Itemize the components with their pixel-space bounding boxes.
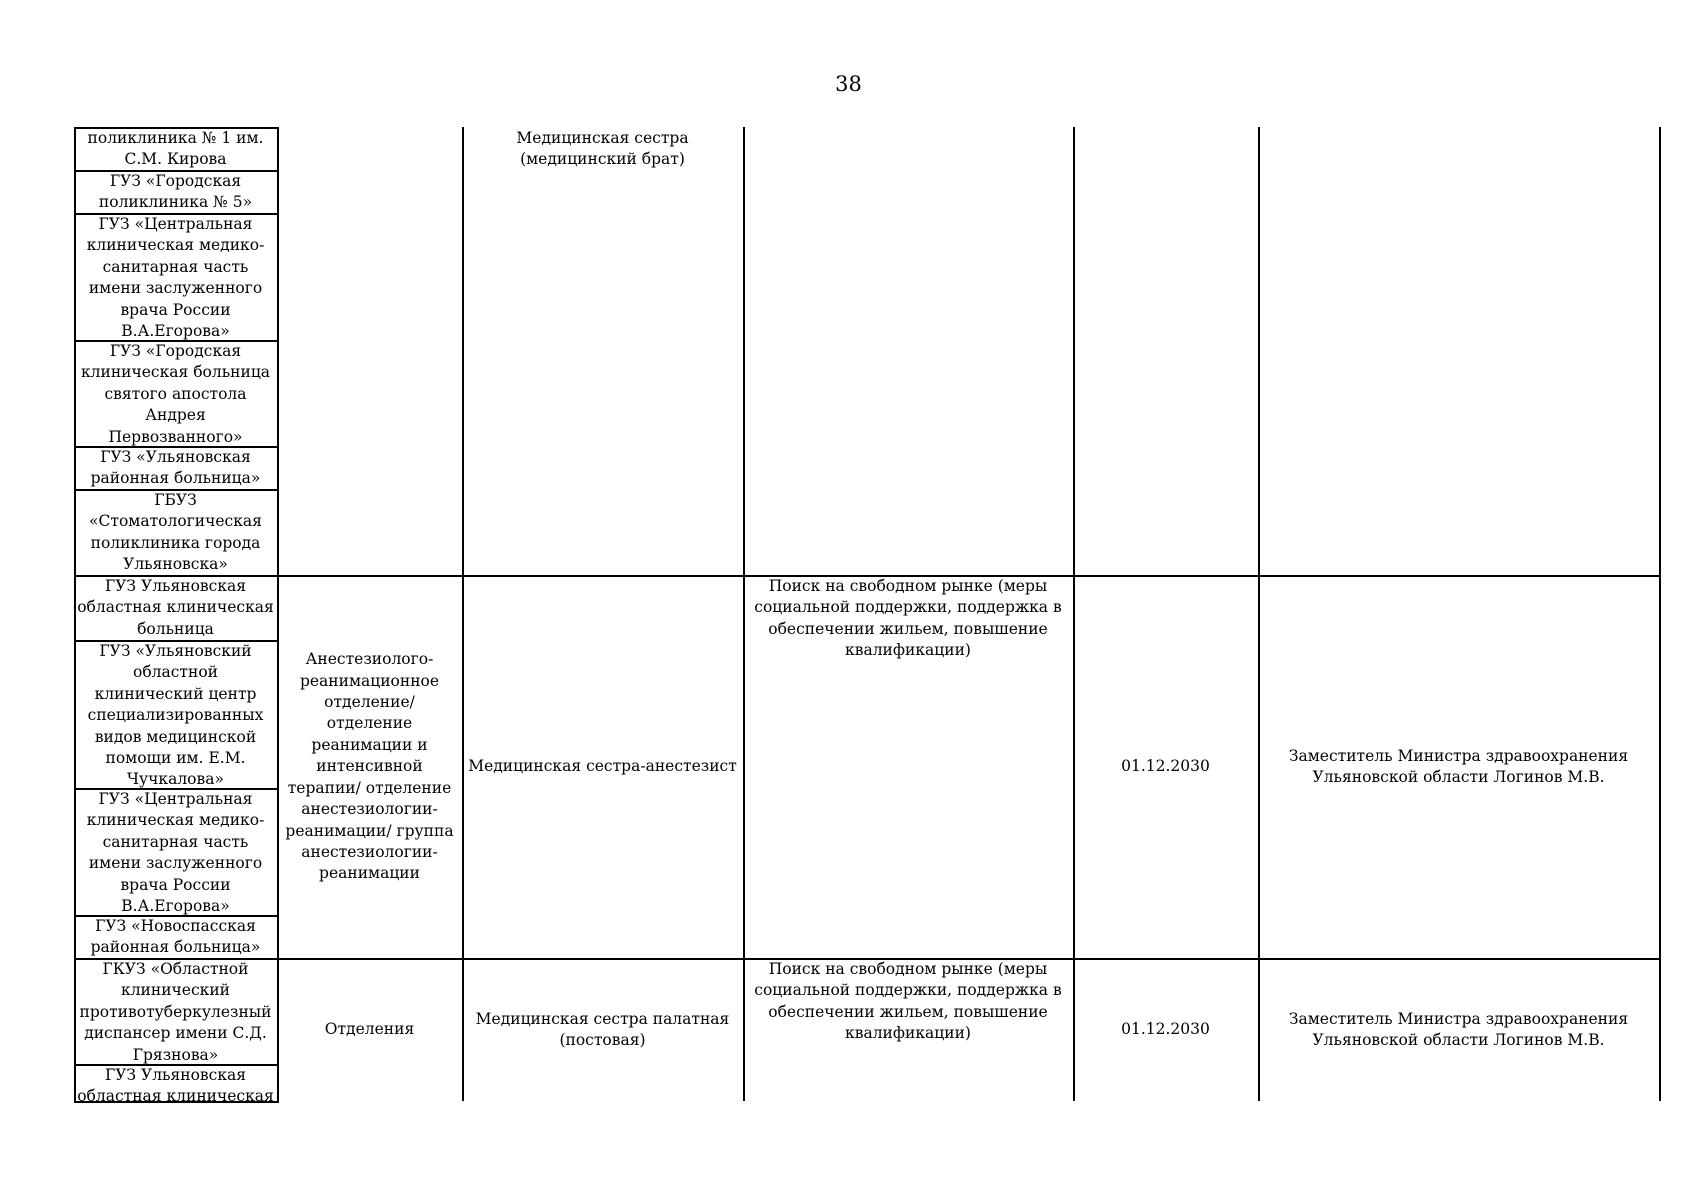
text-line: Анестезиолого- [305, 650, 434, 669]
text-line: Андрея [145, 406, 206, 425]
deadline-cell [1073, 958, 1258, 1101]
text-line: 01.12.2030 [1121, 1020, 1210, 1039]
text-line: ГУЗ «Ульяновская [100, 448, 251, 466]
text-line: обеспечении жильем, повышение [768, 619, 1048, 638]
organization-cell [74, 788, 277, 915]
table-rule [1659, 127, 1661, 1101]
position-cell [462, 958, 743, 1101]
organization-cell [74, 915, 277, 958]
position-cell [462, 575, 743, 958]
text-line: Ульяновской области Логинов М.В. [1312, 1031, 1605, 1049]
text-line: анестезиологии- [301, 842, 438, 861]
text-line: санитарная часть [102, 257, 249, 276]
text-line: терапии/ отделение [287, 778, 452, 797]
measures-cell [743, 127, 1073, 575]
organization-cell [74, 958, 277, 1064]
text-line: ГУЗ Ульяновская [104, 577, 247, 595]
department-cell [277, 127, 462, 575]
text-line: имени заслуженного [88, 854, 263, 873]
text-line: социальной поддержки, поддержка в [754, 981, 1062, 1000]
text-line: имени заслуженного [88, 279, 263, 298]
text-line: ГБУЗ [154, 491, 197, 509]
measures-cell [743, 575, 1073, 958]
text-line: святого апостола [104, 384, 247, 403]
text-line: С.М. Кирова [124, 150, 227, 169]
text-line: отделение [326, 714, 413, 733]
text-line: (постовая) [559, 1031, 646, 1049]
text-line: интенсивной [316, 757, 423, 776]
text-line: Грязнова» [132, 1045, 219, 1064]
text-line: видов медицинской [94, 727, 257, 746]
organization-cell [74, 127, 277, 170]
text-line: квалификации) [845, 1024, 971, 1043]
organization-cell [74, 640, 277, 788]
text-line: ГУЗ «Городская [109, 172, 242, 190]
text-line: социальной поддержки, поддержка в [754, 598, 1062, 617]
organization-cell [74, 340, 277, 446]
text-line: специализированных [87, 706, 264, 725]
responsible-cell [1258, 127, 1659, 575]
organization-cell [74, 1064, 277, 1101]
text-line: поликлиника города [90, 533, 261, 552]
text-line: областной [132, 663, 218, 682]
text-line: поликлиника № 1 им. [87, 129, 264, 147]
organization-cell [74, 446, 277, 489]
text-line: Поиск на свободном рынке (меры [768, 577, 1048, 595]
text-line: Первозванного» [108, 427, 243, 446]
text-line: ГКУЗ «Областной [102, 960, 249, 978]
text-line: Ульяновской области Логинов М.В. [1312, 768, 1605, 786]
text-line: обеспечении жильем, повышение [768, 1002, 1048, 1021]
deadline-cell [1073, 127, 1258, 575]
responsible-cell [1258, 575, 1659, 958]
text-line: анестезиологии- [301, 800, 438, 819]
text-line: реанимационное [299, 671, 440, 690]
text-line: отделение/ [324, 693, 415, 712]
text-line: ГУЗ «Центральная [98, 790, 253, 808]
organization-cell [74, 489, 277, 575]
text-line: противотуберкулезный [79, 1002, 272, 1021]
text-line: клиническая медико- [86, 811, 265, 830]
text-line: клинический центр [94, 684, 257, 703]
text-line: санитарная часть [102, 832, 249, 851]
organization-cell [74, 170, 277, 213]
text-line: Медицинская сестра палатная [475, 1009, 730, 1028]
department-cell [277, 575, 462, 958]
text-line: В.А.Егорова» [121, 322, 230, 340]
text-line: 01.12.2030 [1121, 757, 1210, 776]
department-cell [277, 958, 462, 1101]
text-line: Медицинская сестра [516, 129, 689, 147]
text-line: Медицинская сестра-анестезист [468, 757, 737, 776]
text-line: больница [137, 619, 214, 638]
text-line: диспансер имени С.Д. [84, 1024, 267, 1043]
text-line: Поиск на свободном рынке (меры [768, 960, 1048, 978]
text-line: Отделения [324, 1020, 415, 1039]
text-line: Заместитель Министра здравоохранения [1288, 1009, 1629, 1028]
text-line: клиническая медико- [86, 236, 265, 255]
text-line: районная больница» [90, 938, 261, 957]
text-line: (медицинский брат) [520, 150, 685, 169]
page-number: 38 [835, 72, 862, 96]
text-line: «Стоматологическая [89, 512, 262, 531]
text-line: ГУЗ «Ульяновский [99, 642, 252, 660]
text-line: ГУЗ «Новоспасская [95, 917, 256, 935]
text-line: реанимации и [311, 735, 428, 754]
text-line: областная клиническая [77, 598, 274, 617]
text-line: клиническая больница [80, 363, 271, 382]
text-line: ГУЗ «Центральная [98, 215, 253, 233]
responsible-cell [1258, 958, 1659, 1101]
table-rule [74, 1101, 279, 1103]
text-line: ГУЗ «Городская [109, 342, 242, 360]
text-line: Заместитель Министра здравоохранения [1288, 746, 1629, 765]
text-line: поликлиника № 5» [98, 193, 253, 212]
text-line: ГУЗ Ульяновская [104, 1066, 247, 1084]
organization-cell [74, 575, 277, 640]
text-line: врача России [120, 300, 231, 319]
text-line: Чучкалова» [127, 770, 224, 788]
text-line: квалификации) [845, 641, 971, 660]
text-line: областная клиническая [77, 1087, 274, 1101]
position-cell [462, 127, 743, 575]
text-line: районная больница» [90, 469, 261, 488]
deadline-cell [1073, 575, 1258, 958]
organization-cell [74, 213, 277, 340]
text-line: реанимации/ группа [285, 821, 454, 840]
text-line: клинический [121, 981, 230, 1000]
text-line: Ульяновска» [123, 555, 228, 574]
text-line: врача России [120, 875, 231, 894]
text-line: реанимации [319, 864, 420, 883]
text-line: В.А.Егорова» [121, 897, 230, 915]
measures-cell [743, 958, 1073, 1101]
text-line: помощи им. Е.М. [105, 749, 246, 768]
